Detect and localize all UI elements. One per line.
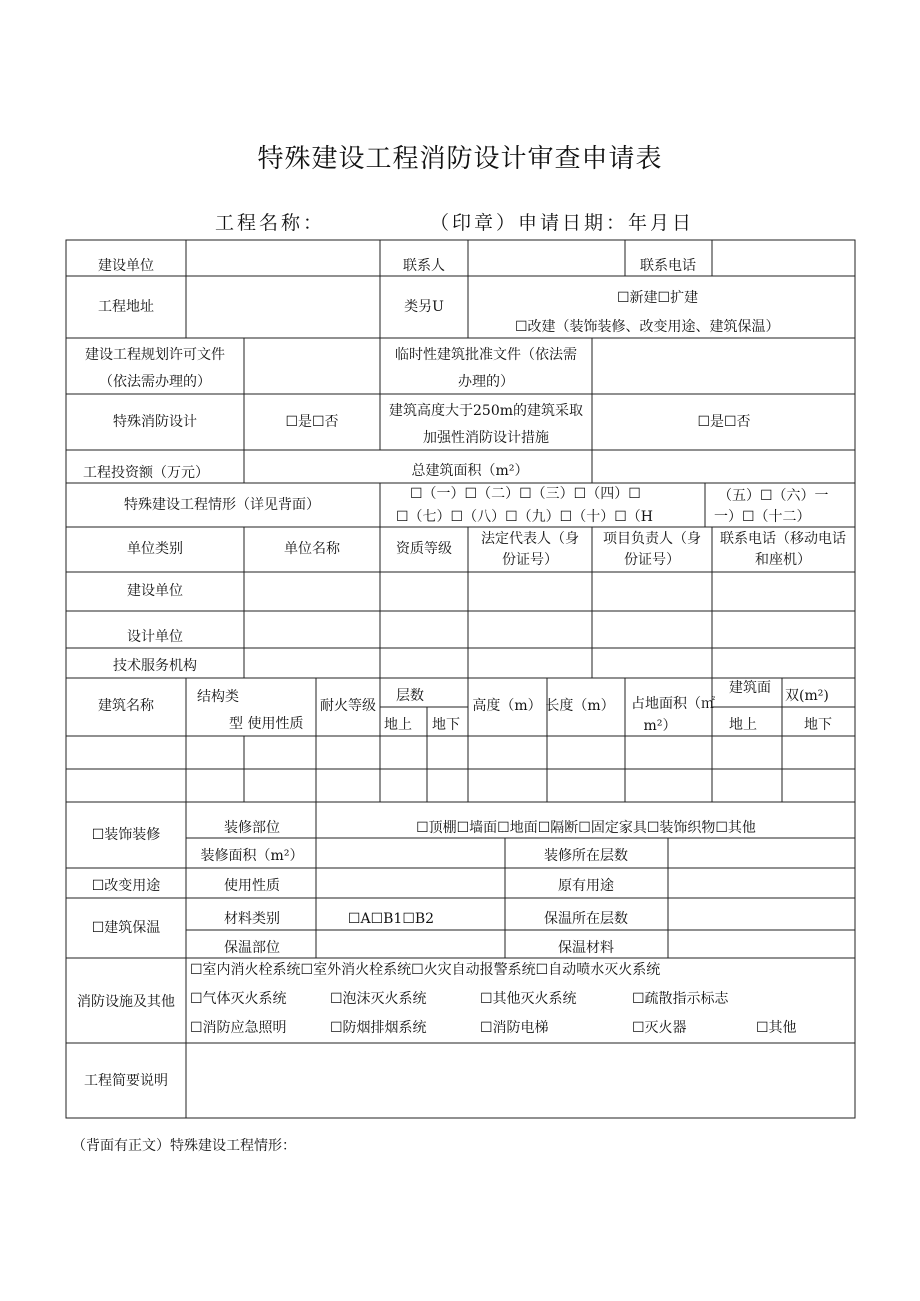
permit-label-line2: （依法需办理的） <box>99 374 211 390</box>
category-option-renovate[interactable]: ☐改建（装饰装修、改变用途、建筑保温） <box>515 319 780 335</box>
address-label: 工程地址 <box>98 299 154 315</box>
height-measures-yesno[interactable]: ☐是☐否 <box>697 414 751 430</box>
contact-tel-header-line2: 和座机） <box>755 552 811 568</box>
fire-foam-system-option[interactable]: ☐泡沫灭火系统 <box>330 991 427 1007</box>
seal-date-label: （印章）申请日期：年月日 <box>430 212 695 234</box>
area-below-header: 地下 <box>804 717 832 733</box>
insulation-part-label: 保温部位 <box>224 940 280 956</box>
contact-tel-header-line1: 联系电话（移动电话 <box>720 531 846 547</box>
length-header: 长度（m） <box>545 698 615 714</box>
total-area-label: 总建筑面积（m²） <box>411 463 529 479</box>
change-use-checkbox[interactable]: ☐改变用途 <box>91 878 161 894</box>
building-name-header: 建筑名称 <box>98 698 154 714</box>
insulation-checkbox[interactable]: ☐建筑保温 <box>91 920 161 936</box>
footer-note: （背面有正文）特殊建设工程情形： <box>72 1138 296 1154</box>
original-use-label: 原有用途 <box>558 878 614 894</box>
situation-label: 特殊建设工程情形（详见背面） <box>124 497 320 513</box>
extinguisher-option[interactable]: ☐灭火器 <box>632 1020 687 1036</box>
temp-label-line2: 办理的） <box>458 374 514 390</box>
project-lead-header-line2: 份证号） <box>624 552 680 568</box>
fire-facilities-line1[interactable]: ☐室内消火栓系统☐室外消火栓系统☐火灾自动报警系统☐自动喷水灭火系统 <box>190 962 661 978</box>
unit-type-header: 单位类别 <box>127 541 183 557</box>
brief-description-label: 工程简要说明 <box>84 1073 168 1089</box>
insulation-material-label: 保温材料 <box>558 940 614 956</box>
situation-options-line3[interactable]: （五）☐（六）一 <box>718 488 829 504</box>
contact-label: 联系人 <box>403 258 445 274</box>
height-measures-line1: 建筑高度大于250m的建筑采取 <box>389 403 583 419</box>
permit-label-line1: 建设工程规划许可文件 <box>85 347 225 363</box>
qualification-header: 资质等级 <box>396 541 452 557</box>
use-nature-label: 使用性质 <box>224 878 280 894</box>
decoration-part-options[interactable]: ☐顶棚☐墙面☐地面☐隔断☐固定家具☐装饰织物☐其他 <box>416 820 756 836</box>
page-title: 特殊建设工程消防设计审查申请表 <box>257 144 663 174</box>
floors-above-header: 地上 <box>384 717 412 733</box>
area-above-header: 地上 <box>729 717 757 733</box>
legal-rep-header-line1: 法定代表人（身 <box>481 531 579 547</box>
floors-header: 层数 <box>396 688 424 704</box>
investment-label: 工程投资额（万元） <box>83 465 209 481</box>
emergency-light-option[interactable]: ☐消防应急照明 <box>190 1020 287 1036</box>
building-area-header-line1: 建筑面 <box>729 680 771 696</box>
structure-header-line2: 型 使用性质 <box>229 716 304 732</box>
unit-name-header: 单位名称 <box>284 541 340 557</box>
category-option-new[interactable]: ☐新建☐扩建 <box>617 290 699 306</box>
height-measures-line2: 加强性消防设计措施 <box>423 430 549 446</box>
category-label: 类另U <box>404 299 444 315</box>
structure-header-line1: 结构类 <box>197 689 239 705</box>
situation-options-line1[interactable]: ☐（一）☐（二）☐（三）☐（四）☐ <box>410 486 641 502</box>
evacuation-sign-option[interactable]: ☐疏散指示标志 <box>632 991 729 1007</box>
insulation-material-type-label: 材料类别 <box>224 911 280 927</box>
floors-below-header: 地下 <box>432 717 460 733</box>
building-area-header-line2: 双(m²) <box>785 688 829 704</box>
insulation-material-options[interactable]: ☐A☐B1☐B2 <box>347 911 435 927</box>
smoke-exhaust-option[interactable]: ☐防烟排烟系统 <box>330 1020 427 1036</box>
situation-options-line2[interactable]: ☐（七）☐（八）☐（九）☐（十）☐（H <box>396 509 653 525</box>
situation-options-line4[interactable]: 一）☐（十二） <box>714 509 811 525</box>
project-name-label: 工程名称： <box>215 212 326 234</box>
insulation-floor-label: 保温所在层数 <box>544 911 628 927</box>
special-design-label: 特殊消防设计 <box>113 414 197 430</box>
fire-rating-header: 耐火等级 <box>320 698 376 714</box>
temp-label-line1: 临时性建筑批准文件（依法需 <box>395 347 577 363</box>
fire-elevator-option[interactable]: ☐消防电梯 <box>480 1020 549 1036</box>
fire-other-system-option[interactable]: ☐其他灭火系统 <box>480 991 577 1007</box>
tech-service-row-label: 技术服务机构 <box>113 658 197 674</box>
phone-label: 联系电话 <box>640 258 696 274</box>
project-lead-header-line1: 项目负责人（身 <box>603 531 701 547</box>
decoration-floor-label: 装修所在层数 <box>544 848 628 864</box>
fire-other-option[interactable]: ☐其他 <box>756 1020 797 1036</box>
decoration-checkbox[interactable]: ☐装饰装修 <box>91 827 161 843</box>
build-unit-row-label: 建设单位 <box>127 583 183 599</box>
land-area-header-line2: m²） <box>643 718 677 734</box>
height-header: 高度（m） <box>472 698 542 714</box>
fire-gas-system-option[interactable]: ☐气体灭火系统 <box>190 991 287 1007</box>
fire-facilities-label: 消防设施及其他 <box>77 994 175 1010</box>
decoration-area-label: 装修面积（m²） <box>200 848 304 864</box>
build-unit-label: 建设单位 <box>98 258 154 274</box>
design-unit-row-label: 设计单位 <box>127 629 183 645</box>
legal-rep-header-line2: 份证号） <box>502 552 558 568</box>
land-area-header-line1: 占地面积（㎡ <box>631 696 715 712</box>
decoration-part-label: 装修部位 <box>224 820 280 836</box>
special-design-yesno[interactable]: ☐是☐否 <box>285 414 339 430</box>
